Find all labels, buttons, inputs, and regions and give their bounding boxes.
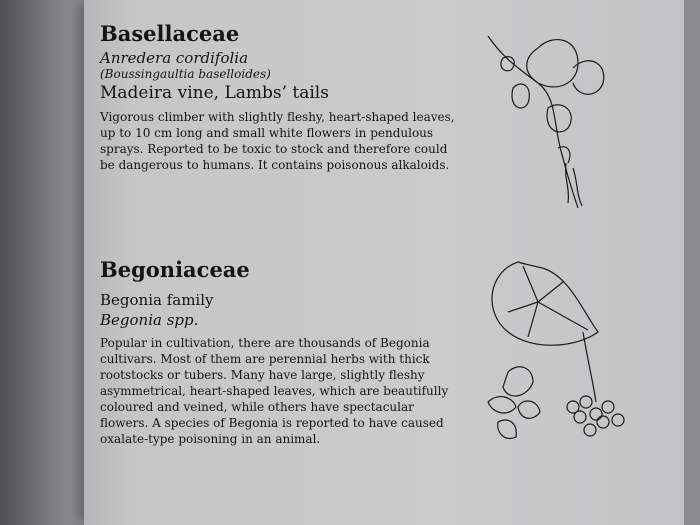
madeira-vine-illustration — [478, 28, 638, 218]
common-name: Madeira vine, Lambs’ tails — [100, 83, 329, 103]
right-page-edge — [684, 0, 700, 525]
left-page-edge — [0, 0, 92, 525]
entry-basellaceae — [100, 22, 460, 173]
entry-begoniaceae — [100, 258, 462, 447]
description: Popular in cultivation, there are thousands of Begonia cultivars. Most of them are perennial herbs with thick rootstocks or tubers. Many have large, slightly fleshy asymmetrical, heart-shaped leaves, which are beautifully coloured and veined, while others have spectacular flowers. A species of Begonia is reported to have caused oxalate-type poisoning in an animal. — [100, 336, 449, 446]
description: Vigorous climber with slightly fleshy, heart-shaped leaves, up to 10 cm long and small white flowers in pendulous sprays. Reported to be toxic to stock and therefore could be dangerous to humans. It contains poisonous alkaloids. — [100, 110, 455, 172]
synonym-name: (Boussingaultia baselloides) — [100, 67, 271, 81]
common-name: Begonia family — [100, 291, 214, 309]
scientific-name: Begonia spp. — [100, 311, 199, 329]
family-heading: Basellaceae — [100, 21, 240, 46]
scientific-name: Anredera cordifolia — [100, 49, 249, 67]
family-heading: Begoniaceae — [100, 257, 250, 282]
begonia-illustration — [478, 252, 648, 452]
